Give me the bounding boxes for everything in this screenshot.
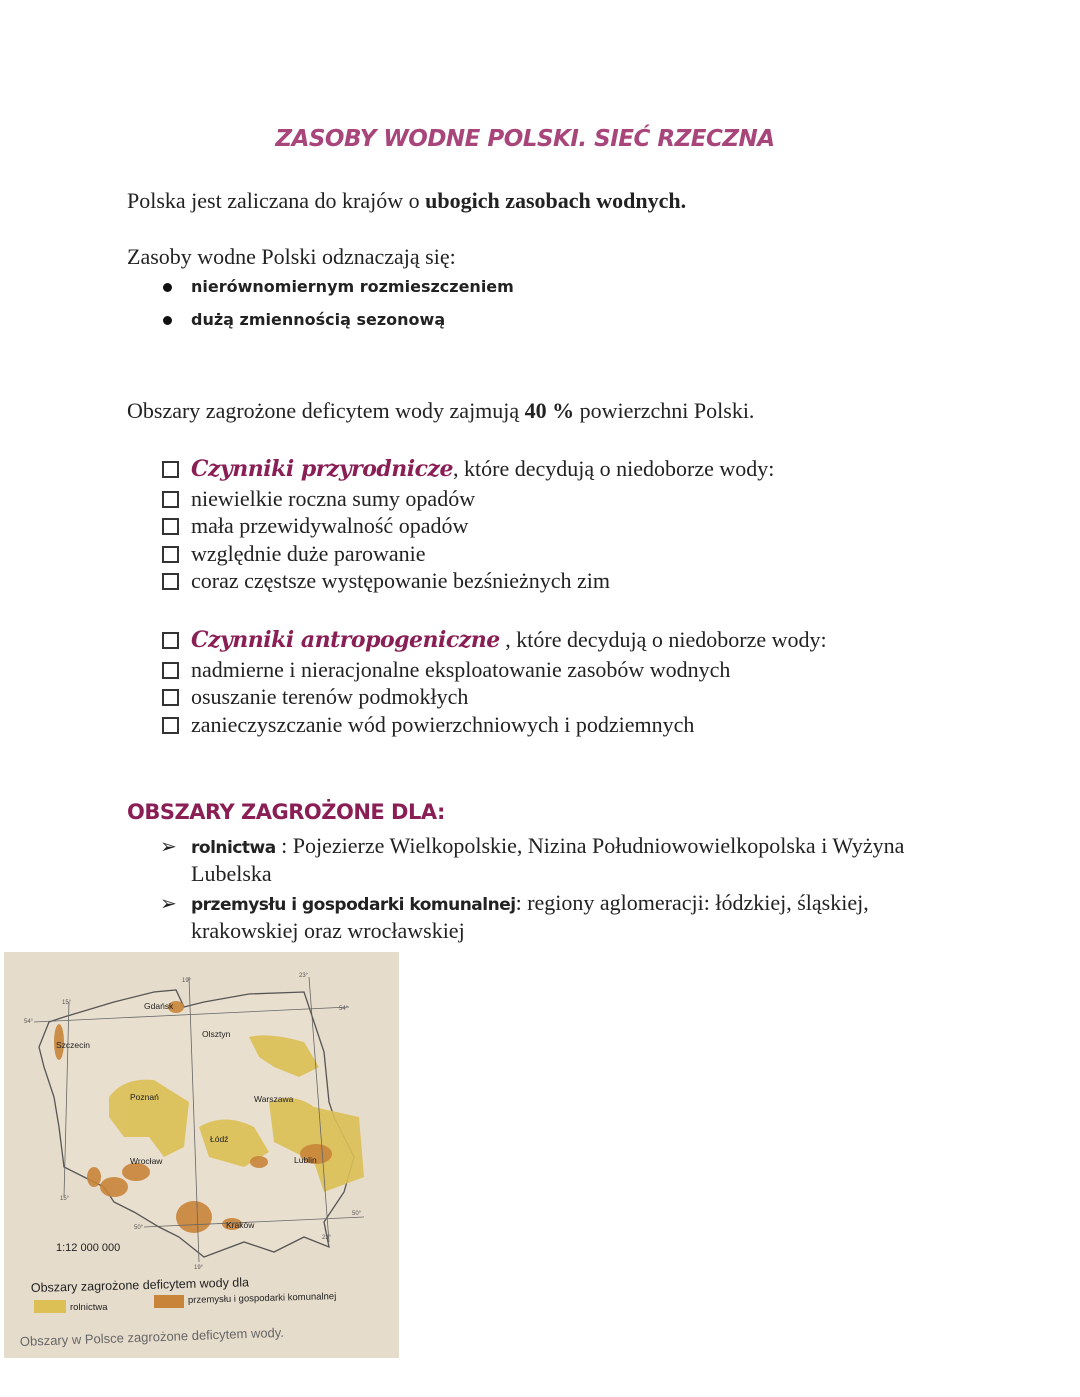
- natural-heading: [191, 456, 774, 482]
- checkbox[interactable]: [162, 461, 179, 478]
- deficit-text: Obszary zagrożone deficytem wody zajmują: [127, 398, 525, 423]
- map-caption: Obszary w Polsce zagrożone deficytem wody.: [19, 1324, 285, 1349]
- checkbox[interactable]: [162, 573, 179, 590]
- natural-item: mała przewidywalność opadów: [191, 513, 469, 538]
- map-scale: 1:12 000 000: [56, 1242, 121, 1254]
- legend-swatch-industry: [154, 1295, 184, 1308]
- arrow-bullet-icon: ➢: [160, 891, 177, 915]
- threatened-item: [191, 833, 904, 859]
- grid-label: 19°: [194, 1265, 204, 1271]
- checkbox[interactable]: [162, 717, 179, 734]
- intro-paragraph: [127, 188, 686, 214]
- features-lead: Zasoby wodne Polski odznaczają się:: [127, 244, 456, 269]
- anthropogenic-item: osuszanie terenów podmokłych: [191, 684, 469, 709]
- city-label: Szczecin: [56, 1040, 91, 1050]
- deficit-paragraph: [127, 398, 754, 424]
- grid-label: 50°: [352, 1211, 362, 1217]
- threatened-text: regiony aglomeracji: łódzkiej, śląskiej,: [527, 890, 869, 915]
- separator: :: [281, 833, 293, 858]
- separator: :: [515, 890, 528, 915]
- threatened-item: [191, 890, 869, 916]
- deficit-text: powierzchni Polski.: [574, 398, 755, 423]
- natural-item: coraz częstsze występowanie bezśnieżnych zim: [191, 568, 611, 593]
- anthropogenic-item: nadmierne i nieracjonalne eksploatowanie zasobów wodnych: [191, 657, 731, 682]
- city-label: Wrocław: [130, 1156, 163, 1166]
- threatened-text-cont: Lubelska: [191, 861, 272, 886]
- deficit-value: 40 %: [524, 398, 575, 423]
- threatened-label: przemysłu i gospodarki komunalnej: [191, 895, 516, 915]
- city-label: Gdańsk: [144, 1001, 174, 1011]
- feature-item: nierównomiernym rozmieszczeniem: [191, 277, 514, 296]
- threatened-text: Pojezierze Wielkopolskie, Nizina Południowowielkopolska i Wyżyna: [292, 833, 905, 858]
- arrow-bullet-icon: ➢: [160, 834, 177, 858]
- bullet-icon: [163, 283, 172, 292]
- threatened-text-cont: krakowskiej oraz wrocławskiej: [191, 918, 465, 943]
- anthropogenic-heading-label: Czynniki antropogeniczne: [191, 627, 500, 653]
- feature-item: dużą zmiennością sezonową: [191, 310, 446, 329]
- threatened-heading: OBSZARY ZAGROŻONE DLA:: [127, 800, 445, 824]
- grid-label: 54°: [24, 1019, 34, 1025]
- legend-swatch-agriculture: [34, 1300, 66, 1313]
- natural-heading-rest: , które decydują o niedoborze wody:: [453, 456, 775, 481]
- intro-bold: ubogich zasobach wodnych.: [425, 188, 687, 213]
- natural-heading-label: Czynniki przyrodnicze: [191, 456, 454, 482]
- checkbox[interactable]: [162, 546, 179, 563]
- natural-item: względnie duże parowanie: [191, 541, 426, 566]
- intro-text: Polska jest zaliczana do krajów o: [127, 188, 426, 213]
- checkbox[interactable]: [162, 632, 179, 649]
- grid-label: 54°: [339, 1006, 349, 1012]
- city-label: Łódź: [210, 1134, 229, 1144]
- grid-label: 23°: [322, 1235, 332, 1241]
- grid-label: 50°: [134, 1225, 144, 1231]
- natural-item: niewielkie roczna sumy opadów: [191, 486, 476, 511]
- anthropogenic-heading-rest: , które decydują o niedoborze wody:: [499, 627, 827, 652]
- grid-label: 15°: [60, 1196, 70, 1202]
- bullet-icon: [163, 316, 172, 325]
- grid-label: 19°: [182, 978, 192, 984]
- city-label: Warszawa: [254, 1094, 294, 1104]
- city-label: Kraków: [226, 1220, 255, 1230]
- grid-label: 15°: [62, 1000, 72, 1006]
- checkbox[interactable]: [162, 491, 179, 508]
- city-label: Olsztyn: [202, 1029, 231, 1039]
- grid-label: 23°: [299, 973, 309, 979]
- page-title: ZASOBY WODNE POLSKI. SIEĆ RZECZNA: [275, 126, 775, 152]
- checkbox[interactable]: [162, 518, 179, 535]
- legend-title: Obszary zagrożone deficytem wody dla: [30, 1275, 250, 1295]
- city-label: Poznań: [130, 1092, 159, 1102]
- anthropogenic-item: zanieczyszczanie wód powierzchniowych i podziemnych: [191, 712, 695, 737]
- threatened-label: rolnictwa: [191, 838, 282, 858]
- legend-label: przemysłu i gospodarki komunalnej: [187, 1291, 337, 1306]
- anthropogenic-heading: [191, 627, 827, 653]
- checkbox[interactable]: [162, 689, 179, 706]
- water-deficit-map: [4, 952, 399, 1358]
- city-label: Lublin: [294, 1155, 317, 1165]
- legend-label: rolnictwa: [70, 1302, 108, 1313]
- checkbox[interactable]: [162, 662, 179, 679]
